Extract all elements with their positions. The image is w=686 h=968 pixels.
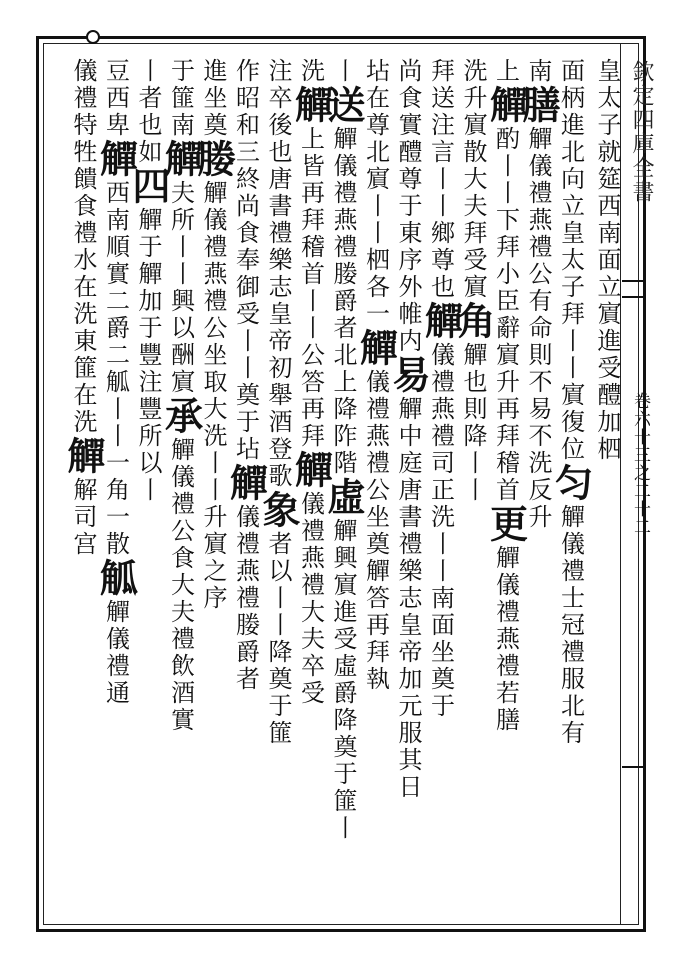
column-text: 觶中庭唐書禮樂志皇帝加元服其日 (394, 396, 422, 801)
column-text: 解司宫 (69, 477, 97, 558)
headword: 角 (451, 301, 496, 342)
headword: 媵 (191, 139, 236, 180)
column-text: 觶儀禮燕禮媵爵者北上降阼階 (329, 126, 357, 477)
column-text: 丨 (329, 58, 357, 85)
headword: 更 (483, 504, 529, 545)
column-text: 南 (524, 58, 552, 85)
column-text: 上 (491, 58, 520, 85)
margin-divider-mark (622, 766, 646, 768)
headword: 易 (386, 355, 431, 396)
column-text: 皇太子就筵西南面立賔進受醴加柶 (593, 58, 621, 463)
column-text: 豆西卑 (101, 58, 130, 139)
volume-label: 卷六十三之二十二 (630, 392, 650, 536)
column-text: 尚食實醴尊于東序外帷内 (394, 58, 422, 355)
text-column (256, 58, 301, 747)
column-text: 觶興賔進受虛爵降奠于篚丨 (329, 518, 357, 842)
column-text: 洗丨丨升賔之序 (199, 423, 227, 612)
headword: 送 (321, 85, 366, 126)
column-text: 面柄進北向立皇太子拜丨丨賔復位 (556, 58, 585, 463)
headword: 膳 (516, 85, 561, 126)
text-column (353, 58, 399, 693)
column-text: 觶于觶加于豐注豐所以丨 (134, 207, 162, 504)
headword: 象 (256, 490, 301, 531)
text-column (386, 58, 431, 801)
headword: 觶 (483, 85, 529, 126)
text-column (592, 58, 622, 463)
headword: 觶 (288, 450, 334, 491)
text-column (516, 58, 561, 531)
text-column (288, 58, 334, 707)
text-column (548, 58, 594, 747)
headword: 觚 (93, 558, 139, 599)
headword: 虛 (321, 477, 366, 518)
headword: 觶 (418, 301, 464, 342)
column-text: 洗 (296, 58, 325, 85)
column-text: 觶儀禮燕禮若膳 (491, 545, 520, 734)
column-text: 觶儀禮士冠禮服北有 (556, 504, 585, 747)
fish-tail-mark-icon (622, 280, 646, 298)
column-text: 注卒後也唐書禮樂志皇帝初舉酒登歌 (264, 58, 292, 490)
text-column (451, 58, 496, 504)
column-text: 觶儀禮通 (101, 599, 130, 707)
column-text: 西南順實二爵二觚丨丨一角一散 (101, 180, 130, 558)
column-text: 坫在尊北賔丨丨柶各一 (361, 58, 390, 328)
text-column (321, 58, 366, 842)
column-text: 儀禮燕禮大夫卒受 (296, 491, 325, 707)
headword: 觶 (158, 139, 204, 180)
column-text: 作昭和三終尚食奉御受丨丨奠于坫 (231, 58, 260, 463)
column-text: 者以丨丨降奠于篚 (264, 531, 292, 747)
text-column (61, 58, 106, 558)
text-column (418, 58, 464, 720)
text-column (158, 58, 204, 734)
column-text: 于篚南 (166, 58, 195, 139)
headword: 承 (158, 396, 204, 437)
column-text: 洗升賔散大夫拜受賔 (459, 58, 487, 301)
column-text: 儀禮特牲饋食禮水在洗東篚在洗 (69, 58, 97, 436)
headword: 觶 (223, 463, 269, 504)
headword: 匀 (548, 463, 594, 504)
headword: 觶 (93, 139, 139, 180)
column-text: 進坐奠 (199, 58, 227, 139)
column-text: 拜送注言丨丨鄉尊也 (426, 58, 455, 301)
column-text: 丨者也如 (134, 58, 162, 166)
text-column (126, 58, 171, 504)
column-text: 觶也則降丨丨 (459, 342, 487, 504)
text-column (191, 58, 236, 612)
column-text: 儀禮燕禮公坐奠觶答再拜執 (361, 369, 390, 693)
headword: 觶 (61, 436, 106, 477)
column-text: 夫所丨丨興以酬賔 (166, 180, 195, 396)
headword: 觶 (353, 328, 399, 369)
column-text: 儀禮燕禮媵爵者 (231, 504, 260, 693)
headword: 觶 (288, 85, 334, 126)
column-text: 酌丨丨下拜小臣辭賔升再拜稽首 (491, 126, 520, 504)
binding-mark-icon (86, 30, 100, 44)
column-text: 儀禮燕禮司正洗丨丨南面坐奠于 (426, 342, 455, 720)
text-column (93, 58, 139, 707)
column-text: 上皆再拜稽首丨丨公答再拜 (296, 126, 325, 450)
text-column (483, 58, 529, 734)
column-text: 觶儀禮燕禮公有命則不易不洗反升 (524, 126, 552, 531)
column-text: 觶儀禮燕禮公坐取大 (199, 180, 227, 423)
column-text: 觶儀禮公食大夫禮飲酒實 (166, 437, 195, 734)
text-column (223, 58, 269, 693)
headword: 四 (126, 166, 171, 207)
book-title: 欽定四庫全書 (629, 60, 654, 204)
